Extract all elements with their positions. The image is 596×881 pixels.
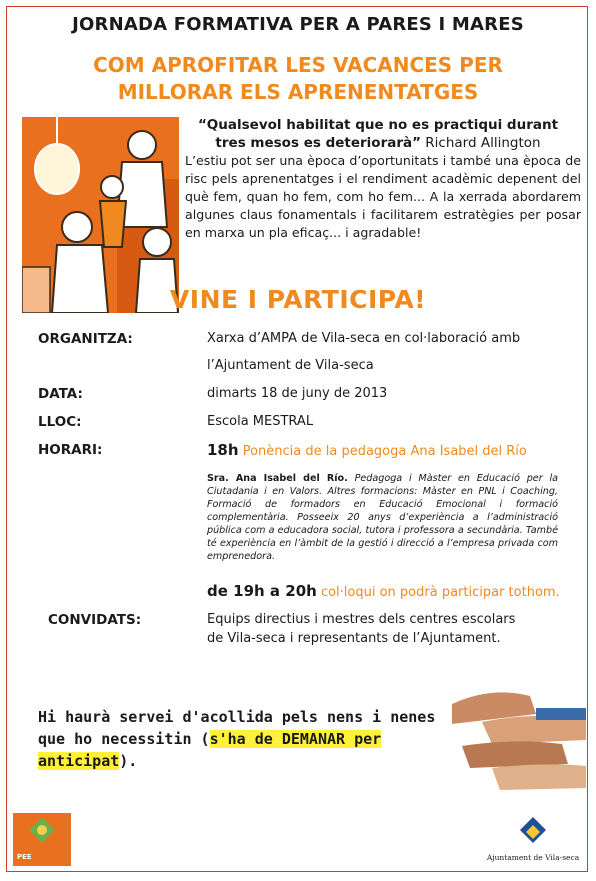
horari-text-2: col·loqui on podrà participar tothom. xyxy=(320,585,560,600)
horari-row-2 xyxy=(207,582,560,600)
note-part-1: Hi haurà servei d'acollida pels nens i nenes xyxy=(38,708,436,726)
subtitle-line-2: MILLORAR ELS APRENENTATGES xyxy=(117,80,479,104)
bio-text: Pedagoga i Màster en Educació per la Ciutadania i en Valors. Altres formacions: Màster en PNL i Coaching, Formació de formadors en Educació Emocional i formació complementària. Posseeix 20 anys d’experiència a l’administració pública com a educadora social, tutora i professora a secundària. També té experiència en l’àmbit de la gestió i direcció a l’empresa privada com emprenedora. xyxy=(207,473,558,562)
quote-line-2: tres mesos es deteriorarà” xyxy=(215,135,421,151)
pee-logo-text: PEE xyxy=(17,853,32,861)
horari-hour-2: de 19h a 20h xyxy=(207,582,317,600)
speaker-bio xyxy=(207,472,558,563)
note-part-3: ). xyxy=(119,752,138,770)
quote-line-1: “Qualsevol habilitat que no es practiqui durant xyxy=(197,117,559,133)
data-label: DATA: xyxy=(38,386,83,402)
family-illustration xyxy=(22,117,179,313)
subtitle-line-1: COM APROFITAR LES VACANCES PER xyxy=(93,53,503,77)
horari-row-1 xyxy=(207,441,527,459)
note-highlight-1: s'ha de DEMANAR per xyxy=(209,730,382,748)
organitza-label: ORGANITZA: xyxy=(38,331,133,347)
convidats-line-2: de Vila-seca i representants de l’Ajuntament. xyxy=(207,631,501,646)
quote-author: Richard Allington xyxy=(425,135,541,151)
childcare-note xyxy=(38,706,458,772)
horari-hour-1: 18h xyxy=(207,441,239,459)
call-to-action: VINE I PARTICIPA! xyxy=(169,285,427,314)
horari-text-1: Ponència de la pedagoga Ana Isabel del Río xyxy=(242,444,527,459)
intro-paragraph: L’estiu pot ser una època d’oportunitats i també una època de risc pels aprenentatges i el rendiment acadèmic depenent del què fem, quan ho fem, com ho fem... A la xerrada abordarem algunes claus fonamentals i facilitarem estratègies per posar en marxa un pla eficaç... i agradable! xyxy=(185,153,581,240)
organitza-line-1: Xarxa d’AMPA de Vila-seca en col·laboració amb xyxy=(207,331,521,346)
horari-label: HORARI: xyxy=(38,442,103,458)
convidats-line-1: Equips directius i mestres dels centres escolars xyxy=(207,612,516,627)
note-highlight-2: anticipat xyxy=(38,752,120,770)
data-value: dimarts 18 de juny de 2013 xyxy=(207,386,388,401)
ajuntament-logo-icon xyxy=(518,815,548,851)
lloc-label: LLOC: xyxy=(38,414,82,430)
poster-title: JORNADA FORMATIVA PER A PARES I MARES xyxy=(72,14,524,35)
pee-emblem-icon xyxy=(13,813,71,853)
poster-subtitle xyxy=(0,52,596,106)
ajuntament-logo-text: Ajuntament de Vila-seca xyxy=(486,853,580,862)
bio-name: Sra. Ana Isabel del Río. xyxy=(207,473,348,484)
lloc-value: Escola MESTRAL xyxy=(207,414,314,429)
quote-block xyxy=(185,116,571,152)
stacked-hands-photo xyxy=(452,684,586,800)
note-part-2: que ho necessitin ( xyxy=(38,730,210,748)
organitza-line-2: l’Ajuntament de Vila-seca xyxy=(207,358,374,373)
convidats-label: CONVIDATS: xyxy=(48,612,142,628)
